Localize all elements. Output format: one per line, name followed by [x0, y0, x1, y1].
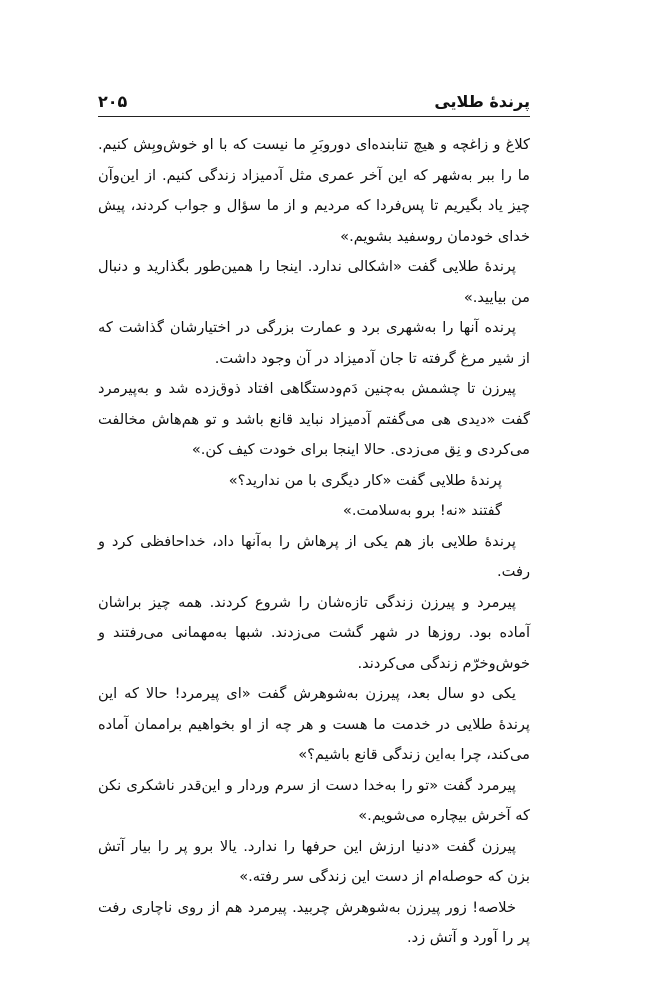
- paragraph: پرنده آنها را به‌شهری برد و عمارت بزرگی در اختیارشان گذاشت که از شیر مرغ گرفته تا جان آدمیزاد در آن وجود داشت.: [98, 319, 530, 367]
- paragraph: پیرمرد گفت «تو را به‌خدا دست از سرم وردار و این‌قدر ناشکری نکن که آخرش بیچاره می‌شویم.»: [98, 776, 530, 824]
- paragraph: پرندهٔ طلایی باز هم یکی از پرهاش را به‌آنها داد، خداحافظی کرد و رفت.: [98, 532, 530, 580]
- paragraph: خلاصه! زور پیرزن به‌شوهرش چربید. پیرمرد هم از روی ناچاری رفت پر را آورد و آتش زد.: [98, 898, 530, 946]
- paragraph: پیرزن گفت «دنیا ارزش این حرفها را ندارد. یالا برو پر را بیار آتش بزن که حوصله‌ام از دست این زندگی سر رفته.»: [98, 837, 530, 885]
- paragraph: پرندهٔ طلایی گفت «اشکالی ندارد. اینجا را همین‌طور بگذارید و دنبال من بیایید.»: [98, 258, 530, 306]
- paragraph: یکی دو سال بعد، پیرزن به‌شوهرش گفت «ای پیرمرد! حالا که این پرندهٔ طلایی در خدمت ما هست و هر چه از او بخواهیم براممان آماده می‌کند، چرا به‌این زندگی قانع باشیم؟»: [98, 685, 530, 763]
- running-header: [98, 88, 530, 112]
- paragraph: پیرمرد و پیرزن زندگی تازه‌شان را شروع کردند. همه چیز براشان آماده بود. روزها در شهر گشت می‌زدند. شبها به‌مهمانی می‌رفتند و خوش‌وخرّم زندگی می‌کردند.: [98, 593, 530, 672]
- header-rule: [98, 116, 530, 117]
- body-text: [98, 130, 530, 954]
- page-number: ۲۰۵: [98, 92, 128, 111]
- paragraph: پیرزن تا چشمش به‌چنین دَم‌ودستگاهی افتاد ذوق‌زده شد و به‌پیرمرد گفت «دیدی هی می‌گفتم آدمیزاد نباید قانع باشد و تو هم‌هاش مخالفت می‌کردی و نِق می‌زدی. حالا اینجا برای خودت کیف کن.»: [98, 380, 530, 458]
- paragraph: کلاغ و زاغچه و هیچ تنابنده‌ای دوروبَرِ ما نیست که با او خوش‌وبِش کنیم. ما را ببر به‌شهر که این آخر عمری مثل آدمیزاد زندگی کنیم. از این‌وآن چیز یاد بگیریم تا پس‌فردا که مردیم و از ما سؤال و جواب کردند، پیش خدای خودمان روسفید بشویم.»: [98, 136, 530, 245]
- paragraph: گفتند «نه! برو به‌سلامت.»: [342, 502, 502, 519]
- paragraph: پرندهٔ طلایی گفت «کار دیگری با من ندارید؟»: [228, 471, 502, 489]
- running-title: پرندهٔ طلایی: [434, 92, 530, 111]
